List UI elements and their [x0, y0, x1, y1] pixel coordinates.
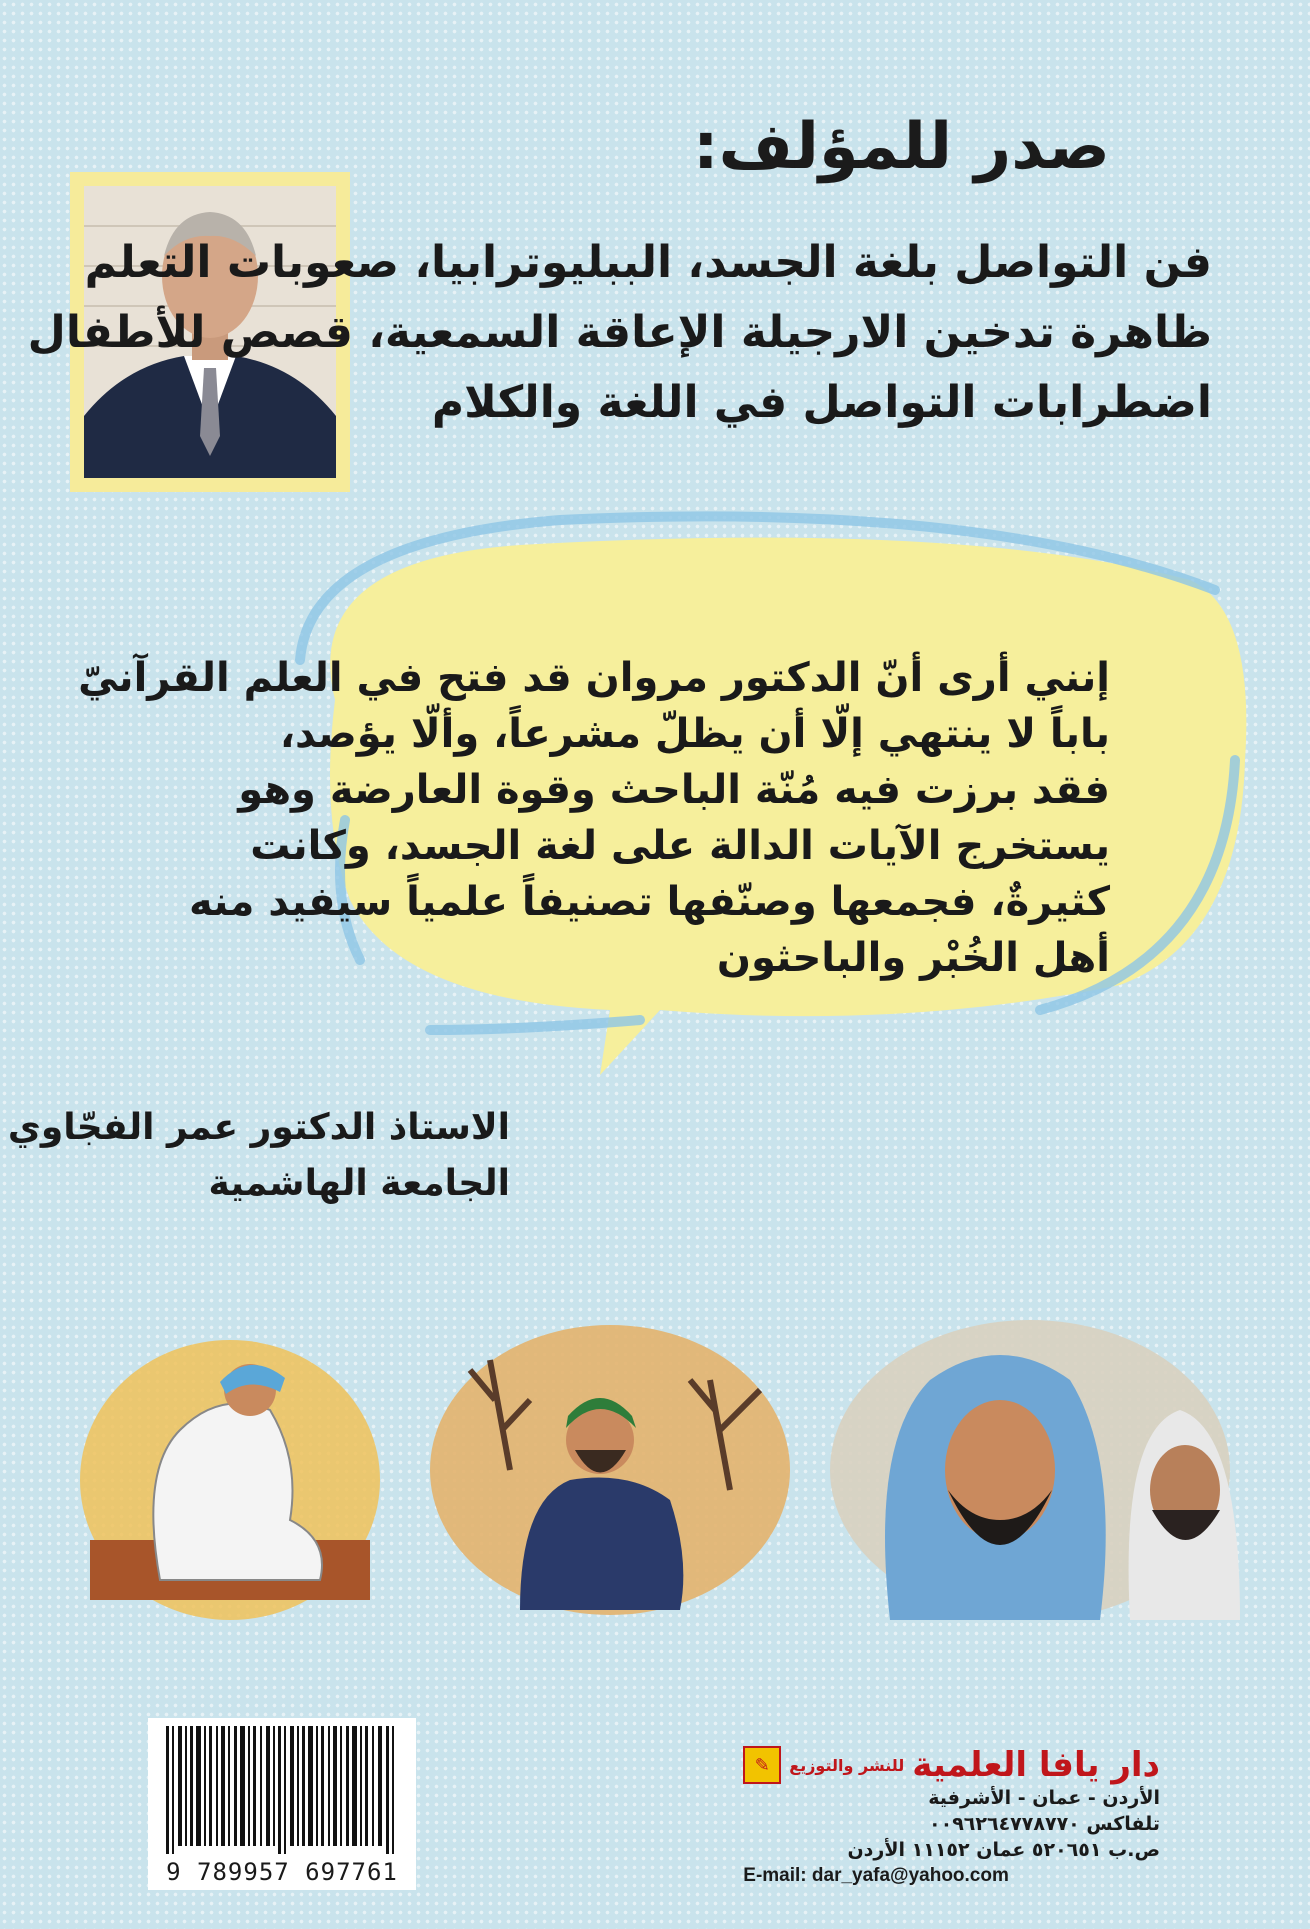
quote-line: فقد برزت فيه مُنّة الباحث وقوة العارضة وهو: [238, 767, 1110, 813]
page-heading: صدر للمؤلف:: [693, 110, 1110, 184]
isbn-digits: 9 789957 697761: [166, 1858, 398, 1886]
illustration-praying-man: [430, 1325, 790, 1615]
work-line: ظاهرة تدخين الارجيلة الإعاقة السمعية، قصص للأطفال: [27, 307, 1212, 358]
story-illustrations: [70, 1320, 1270, 1620]
publisher-email: E-mail: dar_yafa@yahoo.com: [743, 1865, 1009, 1886]
work-line: فن التواصل بلغة الجسد، الببليوترابيا، صعوبات التعلم: [84, 237, 1212, 288]
isbn-barcode: [148, 1718, 416, 1890]
quote-line: باباً لا ينتهي إلّا أن يظلّ مشرعاً، وألّا يؤصد،: [279, 711, 1110, 757]
illustration-seated-man: [80, 1340, 380, 1620]
author-works-list: [27, 228, 1212, 438]
endorsement-quote: [78, 650, 1110, 986]
work-line: اضطرابات التواصل في اللغة والكلام: [431, 377, 1212, 428]
quote-line: أهل الخُبْر والباحثون: [716, 935, 1110, 981]
quote-line: كثيرةٌ، فجمعها وصنّفها تصنيفاً علمياً سيفيد منه: [188, 879, 1110, 925]
publisher-phone: تلفاكس ٠٠٩٦٢٦٤٧٧٨٧٧٠: [929, 1813, 1160, 1835]
barcode-bars: [148, 1718, 416, 1858]
illustration-bearded-men: [830, 1320, 1240, 1620]
publisher-logo-icon: ✎: [743, 1746, 781, 1784]
quote-line: يستخرج الآيات الدالة على لغة الجسد، وكانت: [250, 823, 1110, 869]
publisher-block: [743, 1745, 1160, 1889]
publisher-name: دار يافا العلمية: [912, 1745, 1160, 1785]
endorser-signature: [8, 1100, 510, 1212]
endorser-affiliation: الجامعة الهاشمية: [208, 1163, 510, 1204]
publisher-pobox: ص.ب ٥٢٠٦٥١ عمان ١١١٥٢ الأردن: [847, 1839, 1160, 1861]
publisher-subtitle: للنشر والتوزيع: [789, 1755, 905, 1775]
publisher-address: الأردن - عمان - الأشرفية: [928, 1787, 1160, 1809]
publisher-name-row: [743, 1745, 1160, 1785]
endorser-name: الاستاذ الدكتور عمر الفجّاوي: [7, 1107, 510, 1148]
quote-line: إنني أرى أنّ الدكتور مروان قد فتح في العلم القرآنيّ: [78, 655, 1110, 701]
